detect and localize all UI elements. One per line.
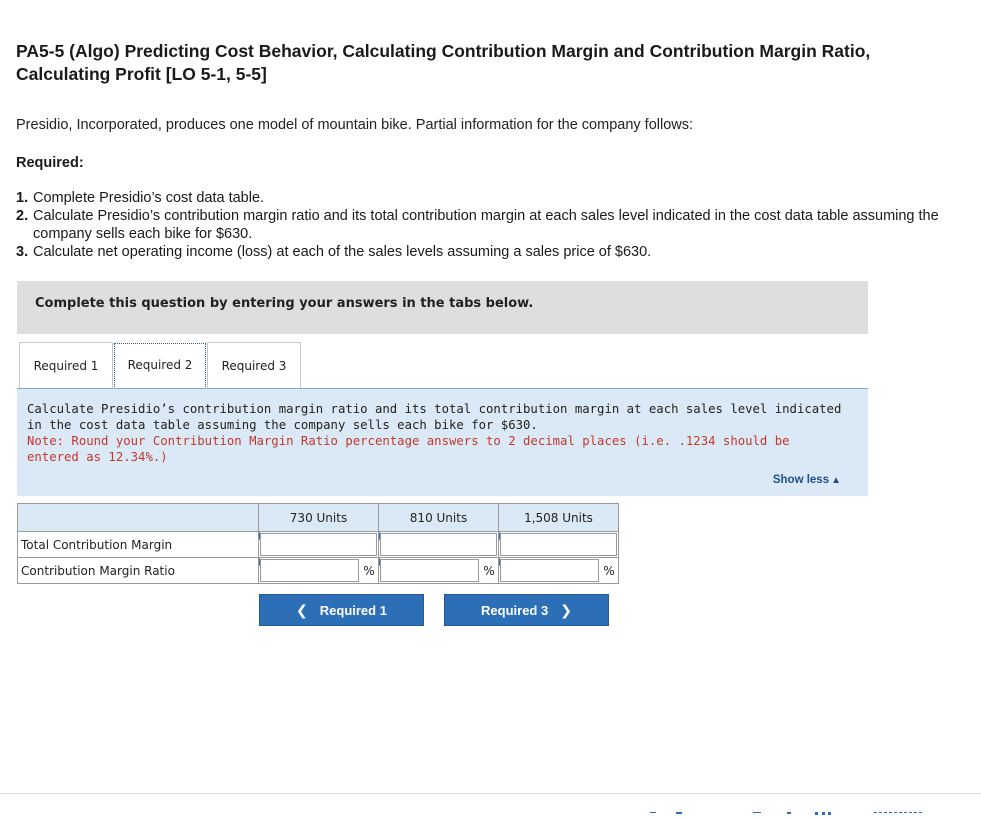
requirement-item <box>16 207 946 243</box>
prev-required-1-button[interactable] <box>259 594 424 626</box>
percent-sign: % <box>483 563 495 578</box>
answer-cell <box>499 532 619 558</box>
chevron-right-icon: ❯ <box>560 601 572 618</box>
column-header: 730 Units <box>259 504 379 532</box>
answer-cell <box>379 532 499 558</box>
tab-label: Required 2 <box>127 358 193 372</box>
requirement-item <box>16 189 946 207</box>
total-cm-810-input[interactable] <box>380 533 497 556</box>
table-row <box>18 558 619 584</box>
panel-instruction: Calculate Presidio’s contribution margin ratio and its total contribution margin at each sales level indicated in the cost data table assuming the company sells each bike for $630. <box>27 402 842 432</box>
required-heading: Required: <box>16 155 84 171</box>
instructions-banner <box>17 281 868 334</box>
requirement-text: Calculate net operating income (loss) at each of the sales levels assuming a sales price of $630. <box>33 244 652 260</box>
requirements-list <box>16 189 946 261</box>
total-cm-1508-input[interactable] <box>500 533 617 556</box>
requirement-number: 3. <box>16 244 29 260</box>
column-header: 810 Units <box>379 504 499 532</box>
footer-fragment <box>787 812 791 820</box>
cm-ratio-730-input[interactable] <box>260 559 359 582</box>
requirement-number: 1. <box>16 190 29 206</box>
percent-sign: % <box>363 563 375 578</box>
answer-cell <box>259 532 379 558</box>
footer-divider <box>0 793 981 794</box>
cm-ratio-1508-input[interactable] <box>500 559 599 582</box>
answer-table <box>17 503 619 584</box>
chevron-left-icon: ❮ <box>296 601 308 618</box>
footer-fragment <box>676 812 682 820</box>
row-label: Contribution Margin Ratio <box>18 558 259 584</box>
tab-label: Required 1 <box>33 358 99 373</box>
banner-text: Complete this question by entering your answers in the tabs below. <box>35 296 534 311</box>
header-blank <box>18 504 259 532</box>
requirement-item <box>16 243 946 261</box>
footer-fragment <box>815 812 831 821</box>
tab-label: Required 3 <box>221 358 287 373</box>
table-header-row <box>18 504 619 532</box>
requirement-number: 2. <box>16 208 29 224</box>
next-required-3-button[interactable] <box>444 594 609 626</box>
show-less-link[interactable] <box>773 474 841 486</box>
prev-button-label: Required 1 <box>319 602 387 618</box>
cm-ratio-810-input[interactable] <box>380 559 479 582</box>
next-button-label: Required 3 <box>481 602 549 618</box>
table-row <box>18 532 619 558</box>
question-panel <box>17 389 868 496</box>
requirement-text: Calculate Presidio’s contribution margin ratio and its total contribution margin at each sales level indicated in the cost data table assuming the company sells each bike for $630. <box>33 208 939 242</box>
requirement-text: Complete Presidio’s cost data table. <box>33 190 265 206</box>
answer-cell <box>379 558 499 584</box>
panel-note: Note: Round your Contribution Margin Ratio percentage answers to 2 decimal places (i.e. .1234 should be entered as 12.34%.) <box>27 434 790 464</box>
answer-cell <box>499 558 619 584</box>
problem-intro: Presidio, Incorporated, produces one model of mountain bike. Partial information for the company follows: <box>16 117 694 133</box>
total-cm-730-input[interactable] <box>260 533 377 556</box>
answer-cell <box>259 558 379 584</box>
triangle-up-icon: ▲ <box>831 475 841 486</box>
tab-required-2[interactable] <box>113 342 207 388</box>
tab-required-3[interactable] <box>207 342 301 388</box>
problem-title: PA5-5 (Algo) Predicting Cost Behavior, Calculating Contribution Margin and Contribution Margin Ratio, Calculating Profit [LO 5-1, 5-5] <box>16 41 871 84</box>
tab-required-1[interactable] <box>19 342 113 388</box>
show-less-label: Show less <box>772 474 830 486</box>
column-header: 1,508 Units <box>499 504 619 532</box>
percent-sign: % <box>603 563 615 578</box>
row-label: Total Contribution Margin <box>18 532 259 558</box>
